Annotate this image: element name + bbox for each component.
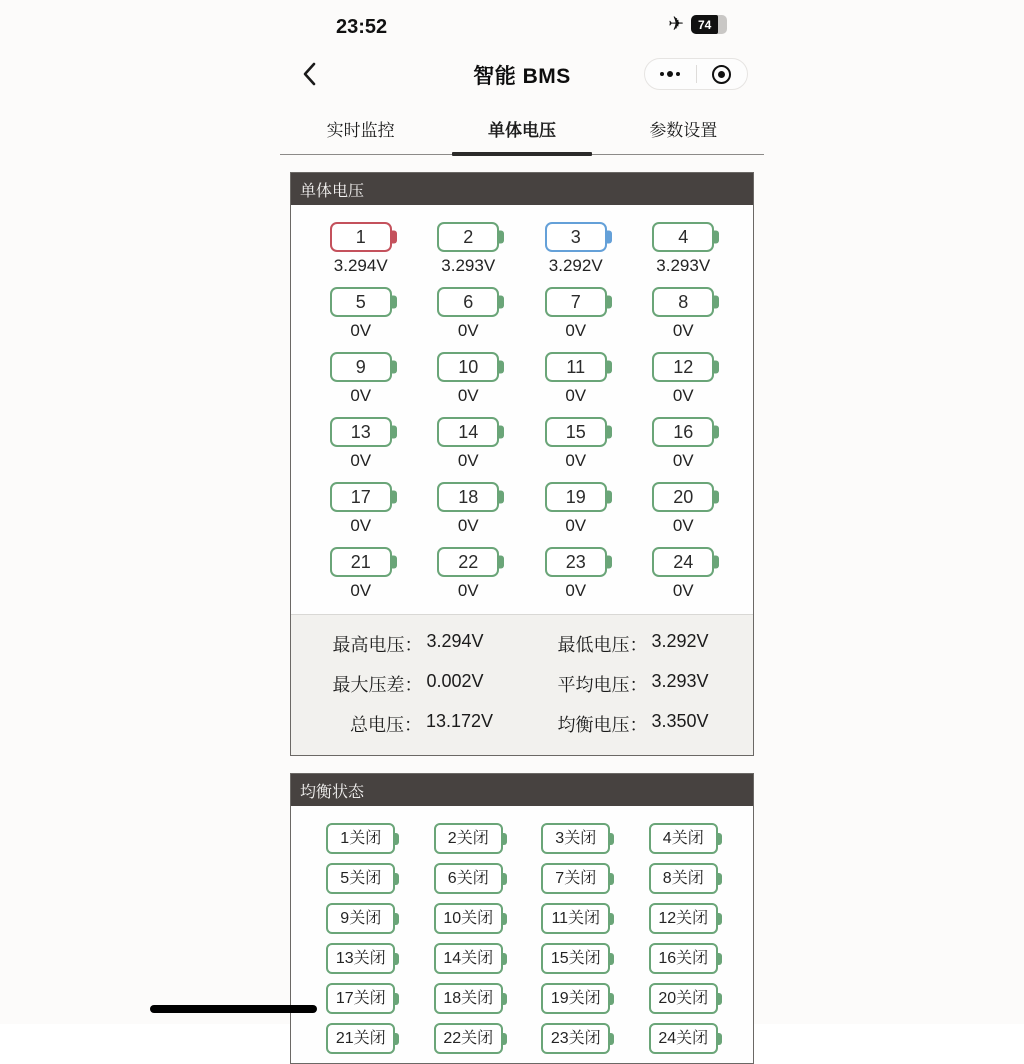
cell-voltage-value: 0V: [350, 516, 372, 535]
cell-number: 24: [673, 552, 694, 572]
balance-cell-6: [434, 863, 503, 894]
battery-cell-icon: [330, 547, 392, 577]
battery-cell-icon: [652, 222, 714, 252]
balance-cell-label: 15关闭: [550, 949, 601, 967]
cell-voltage-value: 0V: [672, 581, 694, 600]
cell-voltage-value: 0V: [565, 321, 587, 340]
balance-cell-label: 1关闭: [340, 829, 382, 847]
tab-2[interactable]: 单体电压: [441, 103, 602, 154]
balance-cell-label: 5关闭: [340, 869, 382, 887]
battery-cell-icon: [330, 482, 392, 512]
battery-cell-icon: [652, 287, 714, 317]
cell-18: [437, 482, 499, 536]
battery-cell-icon: [437, 352, 499, 382]
status-bar: [280, 0, 764, 46]
balance-cell-label: 14关闭: [443, 949, 494, 967]
cell-5: [330, 287, 392, 341]
cell-number: 17: [350, 487, 371, 507]
cell-number: 6: [463, 292, 474, 312]
summary-item-2: [522, 631, 747, 657]
cell-19: [545, 482, 607, 536]
cell-voltage-value: 3.294V: [333, 256, 388, 275]
app-window: [280, 0, 764, 1047]
balance-cell-22: [434, 1023, 503, 1054]
cell-13: [330, 417, 392, 471]
balance-cell-14: [434, 943, 503, 974]
cell-voltage-value: 0V: [350, 581, 372, 600]
cell-voltage-value: 0V: [565, 516, 587, 535]
miniprogram-capsule: [644, 58, 748, 90]
cell-voltage-value: 0V: [457, 451, 479, 470]
cell-number: 1: [355, 227, 366, 247]
balance-cell-12: [649, 903, 718, 934]
battery-cell-icon: [437, 222, 499, 252]
battery-cell-icon: [545, 222, 607, 252]
battery-cell-icon: [545, 547, 607, 577]
battery-cell-icon: [437, 417, 499, 447]
battery-cell-icon: [545, 417, 607, 447]
balance-cell-label: 7关闭: [555, 869, 597, 887]
cell-voltage-value: 0V: [350, 321, 372, 340]
cell-number: 23: [565, 552, 586, 572]
battery-cell-icon: [652, 482, 714, 512]
summary-value: 3.294V: [426, 631, 484, 651]
summary-item-1: [297, 631, 522, 657]
balance-cell-7: [541, 863, 610, 894]
cell-voltage-panel-header: 单体电压: [291, 173, 753, 205]
cell-voltage-value: 3.293V: [441, 256, 496, 275]
airplane-mode-icon: ✈: [668, 14, 684, 35]
tab-3[interactable]: 参数设置: [649, 121, 718, 140]
battery-icon: [691, 15, 727, 34]
status-time: 23:52: [336, 16, 388, 38]
cell-number: 3: [570, 227, 581, 247]
battery-cell-icon: [545, 352, 607, 382]
cell-number: 20: [673, 487, 694, 507]
balance-cell-3: [541, 823, 610, 854]
balance-cell-label: 20关闭: [658, 989, 709, 1007]
balance-cell-label: 3关闭: [555, 829, 597, 847]
cell-voltage-panel: [290, 172, 754, 756]
balance-cell-label: 11关闭: [551, 909, 601, 927]
balance-cell-label: 6关闭: [447, 869, 489, 887]
close-minimize-button[interactable]: [697, 59, 748, 89]
cell-number: 16: [673, 422, 694, 442]
balance-cell-label: 8关闭: [662, 869, 704, 887]
cell-voltage-value: 0V: [457, 386, 479, 405]
cell-voltage-value: 0V: [672, 451, 694, 470]
cell-8: [652, 287, 714, 341]
balance-cell-5: [326, 863, 395, 894]
cell-number: 8: [678, 292, 689, 312]
summary-value: 3.293V: [651, 671, 709, 691]
balance-panel-header: 均衡状态: [291, 774, 753, 806]
balance-cell-label: 21关闭: [335, 1029, 386, 1047]
battery-cell-icon: [437, 287, 499, 317]
battery-cell-icon: [652, 417, 714, 447]
more-button[interactable]: [645, 59, 696, 89]
balance-cell-1: [326, 823, 395, 854]
balance-cell-label: 23关闭: [550, 1029, 601, 1047]
summary-label: 最低电压：: [557, 635, 648, 655]
cell-voltage-value: 0V: [350, 386, 372, 405]
balance-cell-20: [649, 983, 718, 1014]
tab-1[interactable]: 实时监控: [326, 121, 395, 140]
balance-status-panel: [290, 773, 754, 1064]
battery-cell-icon: [545, 287, 607, 317]
cell-1: [330, 222, 392, 276]
summary-item-4: [522, 671, 747, 697]
balance-cell-label: 18关闭: [443, 989, 494, 1007]
cell-10: [437, 352, 499, 406]
tab-bar: [280, 103, 764, 155]
cell-15: [545, 417, 607, 471]
balance-cell-17: [326, 983, 395, 1014]
balance-cell-label: 22关闭: [443, 1029, 494, 1047]
balance-cell-label: 16关闭: [658, 949, 709, 967]
balance-cell-19: [541, 983, 610, 1014]
summary-value: 13.172V: [425, 711, 494, 731]
cell-voltage-value: 0V: [672, 516, 694, 535]
cell-number: 21: [350, 552, 371, 572]
battery-cell-icon: [330, 222, 392, 252]
summary-label: 均衡电压：: [557, 715, 648, 735]
cell-9: [330, 352, 392, 406]
summary-value: 3.292V: [651, 631, 709, 651]
cell-number: 14: [458, 422, 479, 442]
balance-cell-label: 2关闭: [447, 829, 489, 847]
summary-item-6: [522, 711, 747, 737]
summary-value: 3.350V: [651, 711, 709, 731]
cell-16: [652, 417, 714, 471]
cell-12: [652, 352, 714, 406]
cell-voltage-value: 0V: [565, 451, 587, 470]
page-title: 智能 BMS: [473, 65, 571, 88]
cell-number: 2: [463, 227, 474, 247]
cell-voltage-value: 0V: [457, 516, 479, 535]
summary-item-3: [297, 671, 522, 697]
cell-14: [437, 417, 499, 471]
balance-cell-18: [434, 983, 503, 1014]
balance-cell-label: 10关闭: [443, 909, 494, 927]
balance-cell-15: [541, 943, 610, 974]
battery-cell-icon: [652, 547, 714, 577]
summary-label: 总电压：: [349, 715, 422, 735]
status-indicators: [668, 15, 727, 34]
balance-cell-label: 13关闭: [335, 949, 386, 967]
summary-value: 0.002V: [426, 671, 484, 691]
battery-cell-icon: [330, 417, 392, 447]
summary-label: 平均电压：: [557, 675, 648, 695]
cell-11: [545, 352, 607, 406]
cell-voltage-value: 3.293V: [656, 256, 711, 275]
balance-cell-4: [649, 823, 718, 854]
cell-2: [437, 222, 499, 276]
balance-cell-label: 4关闭: [662, 829, 704, 847]
battery-cell-icon: [545, 482, 607, 512]
balance-cell-23: [541, 1023, 610, 1054]
cell-voltage-value: 0V: [350, 451, 372, 470]
cell-4: [652, 222, 714, 276]
balance-cell-label: 12关闭: [658, 909, 709, 927]
cell-23: [545, 547, 607, 601]
cell-number: 18: [458, 487, 479, 507]
three-dots-icon: [660, 71, 680, 77]
cell-voltage-value: 0V: [457, 321, 479, 340]
home-indicator-bar[interactable]: [150, 1005, 317, 1013]
cell-voltage-value: 0V: [672, 321, 694, 340]
battery-cell-icon: [437, 482, 499, 512]
balance-cell-11: [541, 903, 610, 934]
summary-label: 最大压差：: [332, 675, 423, 695]
balance-cell-label: 17关闭: [335, 989, 386, 1007]
cell-24: [652, 547, 714, 601]
target-circle-icon: [712, 65, 731, 84]
cell-number: 9: [355, 357, 366, 377]
cell-number: 13: [350, 422, 371, 442]
balance-cell-label: 19关闭: [550, 989, 601, 1007]
cell-6: [437, 287, 499, 341]
cell-number: 12: [673, 357, 694, 377]
balance-cell-24: [649, 1023, 718, 1054]
cell-grid: [291, 205, 753, 614]
balance-cell-label: 24关闭: [658, 1029, 709, 1047]
voltage-summary: [291, 614, 753, 755]
cell-voltage-value: 0V: [565, 386, 587, 405]
cell-number: 5: [355, 292, 366, 312]
summary-label: 最高电压：: [332, 635, 423, 655]
cell-22: [437, 547, 499, 601]
cell-7: [545, 287, 607, 341]
cell-voltage-value: 0V: [457, 581, 479, 600]
cell-20: [652, 482, 714, 536]
battery-percent: 74: [691, 15, 718, 34]
battery-cell-icon: [652, 352, 714, 382]
cell-number: 15: [565, 422, 586, 442]
summary-item-5: [297, 711, 522, 737]
cell-number: 22: [458, 552, 479, 572]
cell-17: [330, 482, 392, 536]
cell-number: 11: [566, 357, 586, 377]
cell-voltage-value: 3.292V: [548, 256, 603, 275]
battery-cell-icon: [330, 287, 392, 317]
cell-voltage-value: 0V: [672, 386, 694, 405]
battery-cell-icon: [437, 547, 499, 577]
balance-cell-label: 9关闭: [340, 909, 382, 927]
balance-cell-16: [649, 943, 718, 974]
cell-voltage-value: 0V: [565, 581, 587, 600]
balance-cell-10: [434, 903, 503, 934]
battery-cell-icon: [330, 352, 392, 382]
balance-cell-9: [326, 903, 395, 934]
cell-3: [545, 222, 607, 276]
cell-21: [330, 547, 392, 601]
cell-number: 19: [565, 487, 586, 507]
nav-bar: [280, 46, 764, 103]
cell-number: 4: [678, 227, 689, 247]
cell-number: 10: [458, 357, 479, 377]
cell-number: 7: [570, 292, 581, 312]
balance-cell-21: [326, 1023, 395, 1054]
balance-cell-13: [326, 943, 395, 974]
balance-cell-2: [434, 823, 503, 854]
balance-cell-8: [649, 863, 718, 894]
balance-grid: [291, 806, 753, 1063]
